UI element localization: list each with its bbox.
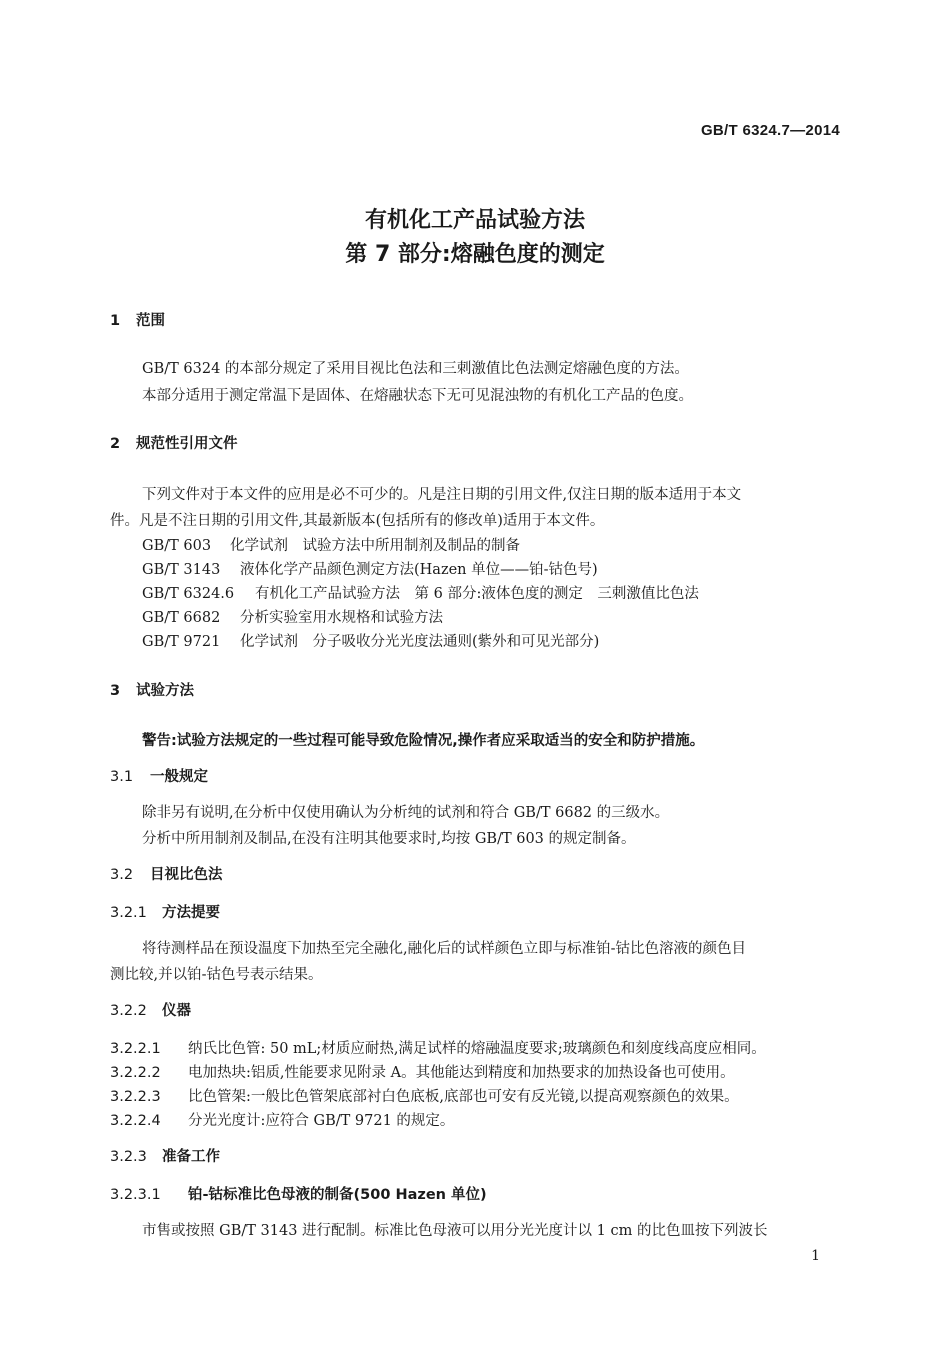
section-label: 规范性引用文件 <box>136 436 238 452</box>
subsection-number: 3.2.2 <box>110 1003 147 1019</box>
subsection-label: 方法提要 <box>162 905 220 921</box>
section-label: 范围 <box>136 313 165 329</box>
item-text: 比色管架:一般比色管架底部衬白色底板,底部也可安有反光镜,以提高观察颜色的效果。 <box>188 1089 739 1105</box>
item-text: 分光光度计:应符合 GB/T 9721 的规定。 <box>188 1113 455 1129</box>
item-text: 电加热块:铝质,性能要求见附录 A。其他能达到精度和加热要求的加热设备也可使用。 <box>188 1065 735 1081</box>
item-number: 3.2.2.2 <box>110 1065 161 1081</box>
normative-reference <box>142 582 699 603</box>
paragraph-continued: 件。凡是不注日期的引用文件,其最新版本(包括所有的修改单)适用于本文件。 <box>110 513 605 529</box>
reference-code: GB/T 603 <box>142 538 212 554</box>
subsection-label: 准备工作 <box>162 1149 220 1165</box>
subsection-number: 3.2.3 <box>110 1149 147 1165</box>
normative-reference <box>142 630 599 651</box>
reference-title: 有机化工产品试验方法 第 6 部分:液体色度的测定 三刺激值比色法 <box>255 586 699 602</box>
subsection-heading <box>110 901 220 922</box>
subsection-heading <box>110 863 223 884</box>
reference-code: GB/T 6324.6 <box>142 586 235 602</box>
document-subtitle: 第 7 部分:熔融色度的测定 <box>345 242 605 267</box>
reference-code: GB/T 3143 <box>142 562 221 578</box>
subsection-label: 铂-钴标准比色母液的制备(500 Hazen 单位) <box>188 1187 487 1203</box>
subsection-number: 3.2.3.1 <box>110 1187 161 1203</box>
paragraph: 市售或按照 GB/T 3143 进行配制。标准比色母液可以用分光光度计以 1 cm 的比色皿按下列波长 <box>142 1223 768 1239</box>
subsection-label: 目视比色法 <box>150 867 223 883</box>
paragraph: 本部分适用于测定常温下是固体、在熔融状态下无可见混浊物的有机化工产品的色度。 <box>142 388 693 404</box>
safety-warning: 警告:试验方法规定的一些过程可能导致危险情况,操作者应采取适当的安全和防护措施。 <box>142 733 705 749</box>
section-1-heading <box>110 309 165 330</box>
page-number: 1 <box>811 1248 820 1264</box>
paragraph: 除非另有说明,在分析中仅使用确认为分析纯的试剂和符合 GB/T 6682 的三级水。 <box>142 805 670 821</box>
standard-number: GB/T 6324.7—2014 <box>700 122 840 139</box>
section-number: 3 <box>110 683 121 699</box>
paragraph-continued: 测比较,并以铂-钴色号表示结果。 <box>110 967 323 983</box>
normative-reference <box>142 606 443 627</box>
list-item <box>110 1109 454 1130</box>
section-number: 2 <box>110 436 121 452</box>
section-2-heading <box>110 432 238 453</box>
section-3-heading <box>110 679 194 700</box>
item-text: 纳氏比色管: 50 mL;材质应耐热,满足试样的熔融温度要求;玻璃颜色和刻度线高度应相同。 <box>188 1041 766 1057</box>
section-number: 1 <box>110 313 121 329</box>
subsection-heading <box>110 1183 487 1204</box>
normative-reference <box>142 534 520 555</box>
subsection-label: 仪器 <box>162 1003 191 1019</box>
list-item <box>110 1085 739 1106</box>
paragraph: 分析中所用制剂及制品,在没有注明其他要求时,均按 GB/T 603 的规定制备。 <box>142 831 636 847</box>
document-title: 有机化工产品试验方法 <box>364 208 585 233</box>
subsection-number: 3.2.1 <box>110 905 147 921</box>
item-number: 3.2.2.1 <box>110 1041 161 1057</box>
section-label: 试验方法 <box>136 683 194 699</box>
item-number: 3.2.2.4 <box>110 1113 161 1129</box>
subsection-heading <box>110 999 191 1020</box>
subsection-number: 3.1 <box>110 769 134 785</box>
reference-title: 化学试剂 试验方法中所用制剂及制品的制备 <box>230 538 520 554</box>
reference-code: GB/T 6682 <box>142 610 221 626</box>
list-item <box>110 1037 766 1058</box>
subsection-heading <box>110 765 208 786</box>
reference-title: 分析实验室用水规格和试验方法 <box>240 610 443 626</box>
paragraph: GB/T 6324 的本部分规定了采用目视比色法和三刺激值比色法测定熔融色度的方法。 <box>142 361 689 377</box>
reference-title: 化学试剂 分子吸收分光光度法通则(紫外和可见光部分) <box>240 634 600 650</box>
subsection-number: 3.2 <box>110 867 134 883</box>
reference-code: GB/T 9721 <box>142 634 221 650</box>
paragraph: 下列文件对于本文件的应用是必不可少的。凡是注日期的引用文件,仅注日期的版本适用于本文 <box>142 487 742 503</box>
reference-title: 液体化学产品颜色测定方法(Hazen 单位——铂-钴色号) <box>240 562 598 578</box>
subsection-label: 一般规定 <box>150 769 208 785</box>
paragraph: 将待测样品在预设温度下加热至完全融化,融化后的试样颜色立即与标准铂-钴比色溶液的颜色目 <box>142 941 747 957</box>
list-item <box>110 1061 735 1082</box>
subsection-heading <box>110 1145 220 1166</box>
normative-reference <box>142 558 598 579</box>
item-number: 3.2.2.3 <box>110 1089 161 1105</box>
